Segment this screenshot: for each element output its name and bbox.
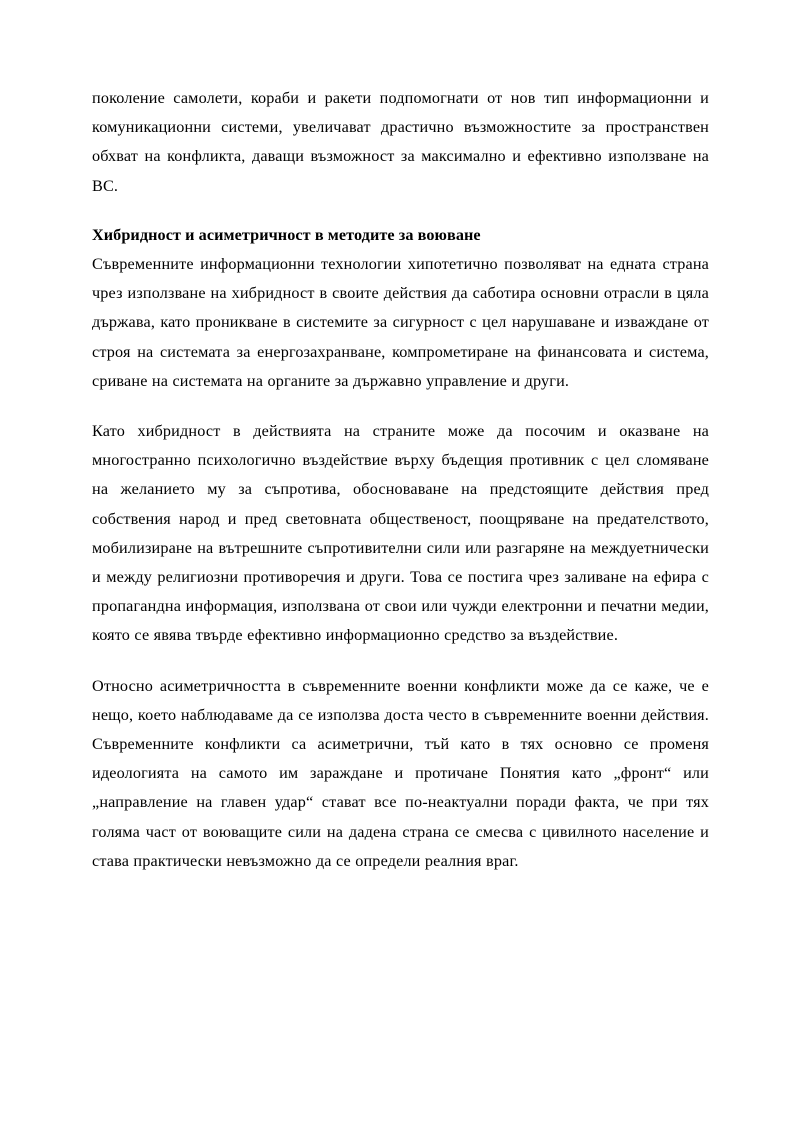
paragraph-intro-continuation: поколение самолети, кораби и ракети подпомогнати от нов тип информационни и комуникационни системи, увеличават драстично възможностите за пространствен обхват на конфликта, даващи възможност за максимално и ефективно използване на ВС. xyxy=(92,89,709,195)
paragraph-psychological-influence: Като хибридност в действията на страните може да посочим и оказване на многостранно психологично въздействие върху бъдещия противник с цел сломяване на желанието му за съпротива, обосноваване на предстоящите действия пред собствения народ и пред световната общественост, поощряване на предателството, мобилизиране на вътрешните съпротивителни сили или разгаряне на междуетнически и между религиозни противоречия и други. Това се постига чрез заливане на ефира с пропагандна информация, използвана от свои или чужди електронни и печатни медии, която се явява твърде ефективно информационно средство за въздействие. xyxy=(92,422,709,645)
paragraph-information-technologies: Съвременните информационни технологии хипотетично позволяват на едната страна чрез използване на хибридност в своите действия да саботира основни отрасли в цяла държава, като проникване в системите за сигурност с цел нарушаване и изваждане от строя на системата за енергозахранване, компрометиране на финансовата и система, сриване на системата на органите за държавно управление и други. xyxy=(92,255,709,390)
paragraph-asymmetry-modern-conflicts: Относно асиметричността в съвременните военни конфликти може да се каже, че е нещо, което наблюдаваме да се използва доста често в съвременните военни действия. Съвременните конфликти са асиметрични, тъй като в тях основно се променя идеологията на самото им зараждане и протичане Понятия като „фронт“ или „направление на главен удар“ стават все по-неактуални поради факта, че при тях голяма част от воюващите сили на дадена страна се смесва с цивилното население и става практически невъзможно да се определи реалния враг. xyxy=(92,676,709,870)
page-text-column xyxy=(92,84,709,876)
section-heading-hybridity-asymmetry: Хибридност и асиметричност в методите за воюване xyxy=(92,225,481,244)
